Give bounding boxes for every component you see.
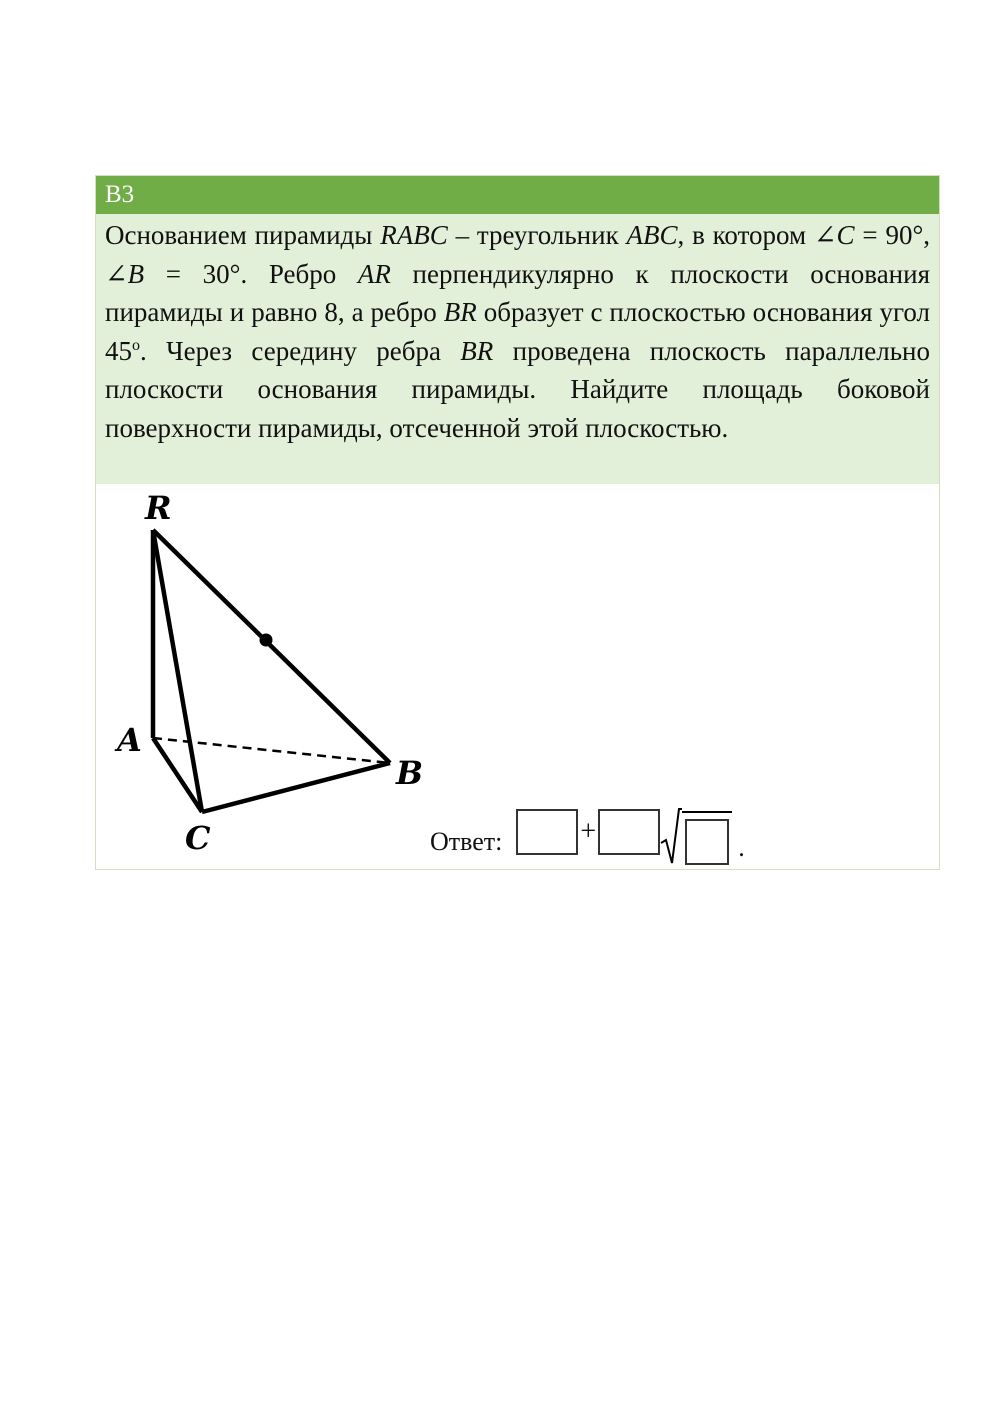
task-label: B3: [96, 176, 939, 214]
task-statement: Основанием пирамиды RABC – треугольник ABC, в котором ∠C = 90°, ∠B = 30°. Ребро AR перпендикулярно к плоскости основания пирамиды и равно 8, а ребро BR образует с плоскостью основания угол 45$^o$. Через середину ребра BR проведена плоскость параллельно плоскости основания пирамиды. Найдите площадь боковой поверхности пирамиды, отсеченной этой плоскостью.: [96, 214, 939, 484]
plus-sign: +: [580, 816, 597, 847]
sqrt-group: [660, 807, 732, 865]
edge-cb: [202, 763, 390, 812]
label-a: A: [117, 721, 142, 759]
answer-input-3[interactable]: [685, 819, 729, 865]
midpoint-br: [260, 634, 273, 647]
label-r: R: [145, 489, 172, 527]
sqrt-sign-icon: [660, 807, 682, 865]
answer-end-dot: .: [738, 833, 745, 862]
answer-input-1[interactable]: [516, 809, 578, 855]
label-c: C: [185, 819, 211, 857]
answer-row: [430, 816, 745, 862]
answer-label: Ответ:: [430, 827, 503, 856]
answer-input-2[interactable]: [598, 809, 660, 855]
label-b: B: [396, 754, 424, 792]
pyramid-figure: [100, 485, 440, 860]
edge-ab-hidden: [153, 738, 390, 763]
